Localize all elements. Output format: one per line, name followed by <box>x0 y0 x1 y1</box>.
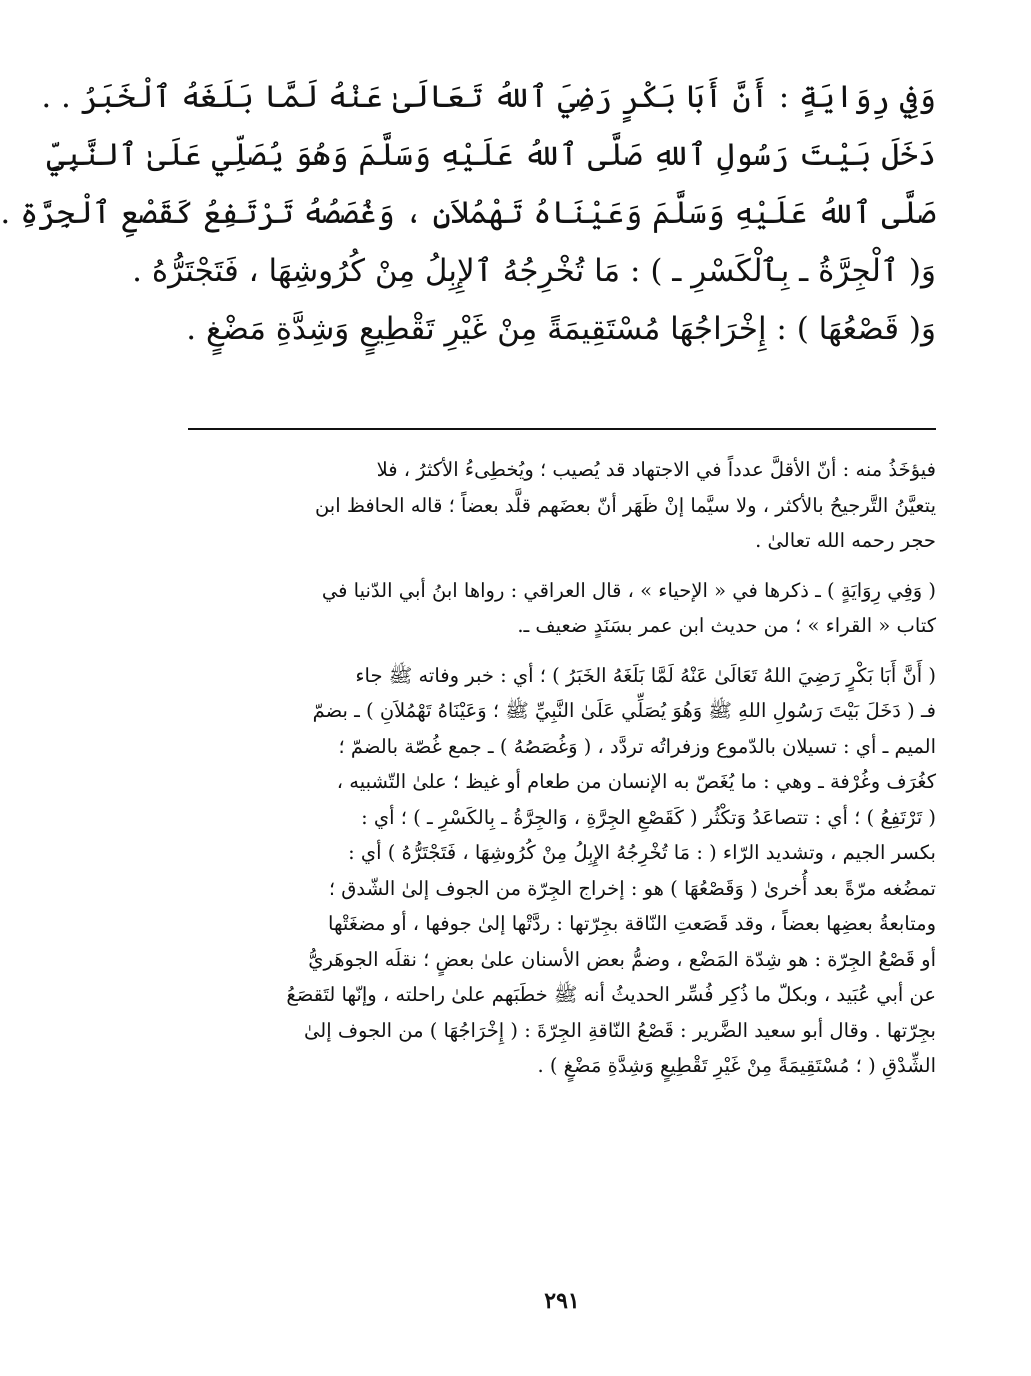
commentary-line: الميم ـ أي : تسيلان بالدّموع وزفراتُه تردَّد ، ( وَغُصَصُهُ ) ـ جمع غُصّة بالضمّ ؛ <box>338 734 936 758</box>
main-text-block <box>0 68 936 358</box>
commentary-line: ( تَرْتَفِعُ ) ؛ أي : تتصاعَدُ وَتكْثُر ( كَقَصْعِ الجِرَّةِ ، وَالجِرَّةُ ـ بِالكَسْرِ ـ ) ؛ أي : <box>361 805 936 829</box>
main-text-line: دَخَلَ بَيْتَ رَسُولِ ٱللهِ صَلَّى ٱللهُ عَلَيْهِ وَسَلَّمَ وَهُوَ يُصَلِّي عَلَىٰ ٱلنَّبِيِّ <box>46 137 936 173</box>
main-text-line: وَ( ٱلْجِرَّةُ ـ بِٱلْكَسْرِ ـ ) : مَا تُخْرِجُهُ ٱلإِبِلُ مِنْ كُرُوشِهَا ، فَتَجْتَرُّهُ . <box>132 253 936 289</box>
page-number: ٢٩١ <box>544 1288 580 1314</box>
commentary-line: حجر رحمه الله تعالىٰ . <box>755 529 936 552</box>
commentary-line: فيؤخَذُ منه : أنّ الأقلَّ عدداً في الاجتهاد قد يُصيب ؛ ويُخطِىءُ الأكثرُ ، فلا <box>376 458 936 481</box>
commentary-line: تمضُغه مرّةً بعد أُخرىٰ ( وَقَصْعُهَا ) هو : إخراج الجِرّة من الجوف إلىٰ الشّدق ؛ <box>328 876 936 900</box>
footnote-divider <box>188 428 936 430</box>
commentary-paragraph <box>188 452 936 559</box>
main-text-line: وَفِي رِوَايَةٍ : أَنَّ أَبَا بَكْرٍ رَضِيَ ٱللهُ تَعَالَىٰ عَنْهُ لَمَّا بَلَغَهُ ٱلْخَبَرُ . . <box>41 79 936 115</box>
main-text-line: وَ( قَصْعُهَا ) : إِخْرَاجُهَا مُسْتَقِيمَةً مِنْ غَيْرِ تَقْطِيعٍ وَشِدَّةِ مَضْغٍ . <box>186 311 936 347</box>
commentary-line: الشِّدْقِ ( ؛ مُسْتَقِيمَةً مِنْ غَيْرِ تَقْطِيعٍ وَشِدَّةِ مَضْغٍ ) . <box>537 1054 936 1077</box>
commentary-line: عن أبي عُبَيد ، وبكلّ ما ذُكِر فُسِّر الحديثُ أنه ﷺ خطَبَهم علىٰ راحلته ، وإنّها لتَقصَعُ <box>286 983 936 1006</box>
commentary-line: بجِرّتها . وقال أبو سعيد الضَّرير : قَصْعُ النّاقةِ الجِرّةَ : ( إِخْرَاجُهَا ) من الجوف إلىٰ <box>304 1018 936 1042</box>
commentary-line: فـ ( دَخَلَ بَيْتَ رَسُولِ اللهِ ﷺ وَهُوَ يُصَلِّي عَلَىٰ النَّبِيِّ ﷺ ؛ وَعَيْنَاهُ تَهْمُلاَنِ ) ـ بضمّ <box>312 699 936 722</box>
commentary-paragraph <box>188 658 936 1084</box>
commentary-line: كتاب « القراء » ؛ من حديث ابن عمر بسَنَدٍ ضعيف ـ. <box>517 614 936 637</box>
commentary-line: يتعيَّنُ التَّرجيحُ بالأكثر ، ولا سيَّما إنْ ظَهَر أنّ بعضَهم قلَّد بعضاً ؛ قاله الحافظ ابن <box>314 493 936 517</box>
commentary-line: كغُرَف وغُرْفة ـ وهي : ما يُغَصّ به الإنسان من طعام أو غيظ ؛ علىٰ التّشبيه ، <box>336 770 936 793</box>
commentary-paragraph <box>188 573 936 644</box>
commentary-line: بكسر الجيم ، وتشديد الرّاء ( : مَا تُخْرِجُهُ الإِبِلُ مِنْ كُرُوشِهَا ، فَتَجْتَرُّهُ ) أي : <box>348 841 936 864</box>
commentary-block <box>188 452 936 1098</box>
commentary-line: أو قَصْعُ الجِرّة : هو شِدّة المَضْع ، وضمُّ بعض الأسنان علىٰ بعضٍ ؛ نقلَه الجوهَريُّ <box>308 947 936 971</box>
main-text-line: صَلَّى ٱللهُ عَلَيْهِ وَسَلَّمَ وَعَيْنَاهُ تَهْمُلاَنِ ، وَغُصَصُهُ تَرْتَفِعُ كَقَصْعِ ٱلْجِرَّةِ . <box>0 195 936 231</box>
commentary-line: ( أَنَّ أَبَا بَكْرٍ رَضِيَ اللهُ تَعَالَىٰ عَنْهُ لَمَّا بَلَغَهُ الخَبَرُ ) ؛ أي : خبر وفاته ﷺ جاء <box>355 663 936 687</box>
commentary-line: ( وَفِي رِوَايَةٍ ) ـ ذكرها في « الإحياء » ، قال العراقي : رواها ابنُ أبي الدّنيا في <box>321 578 936 602</box>
commentary-line: ومتابعةُ بعضِها بعضاً ، وقد قَصَعتِ النّاقة بجِرّتها : ردَّتْها إلىٰ جوفها ، أو مضغَتْها <box>328 912 936 935</box>
